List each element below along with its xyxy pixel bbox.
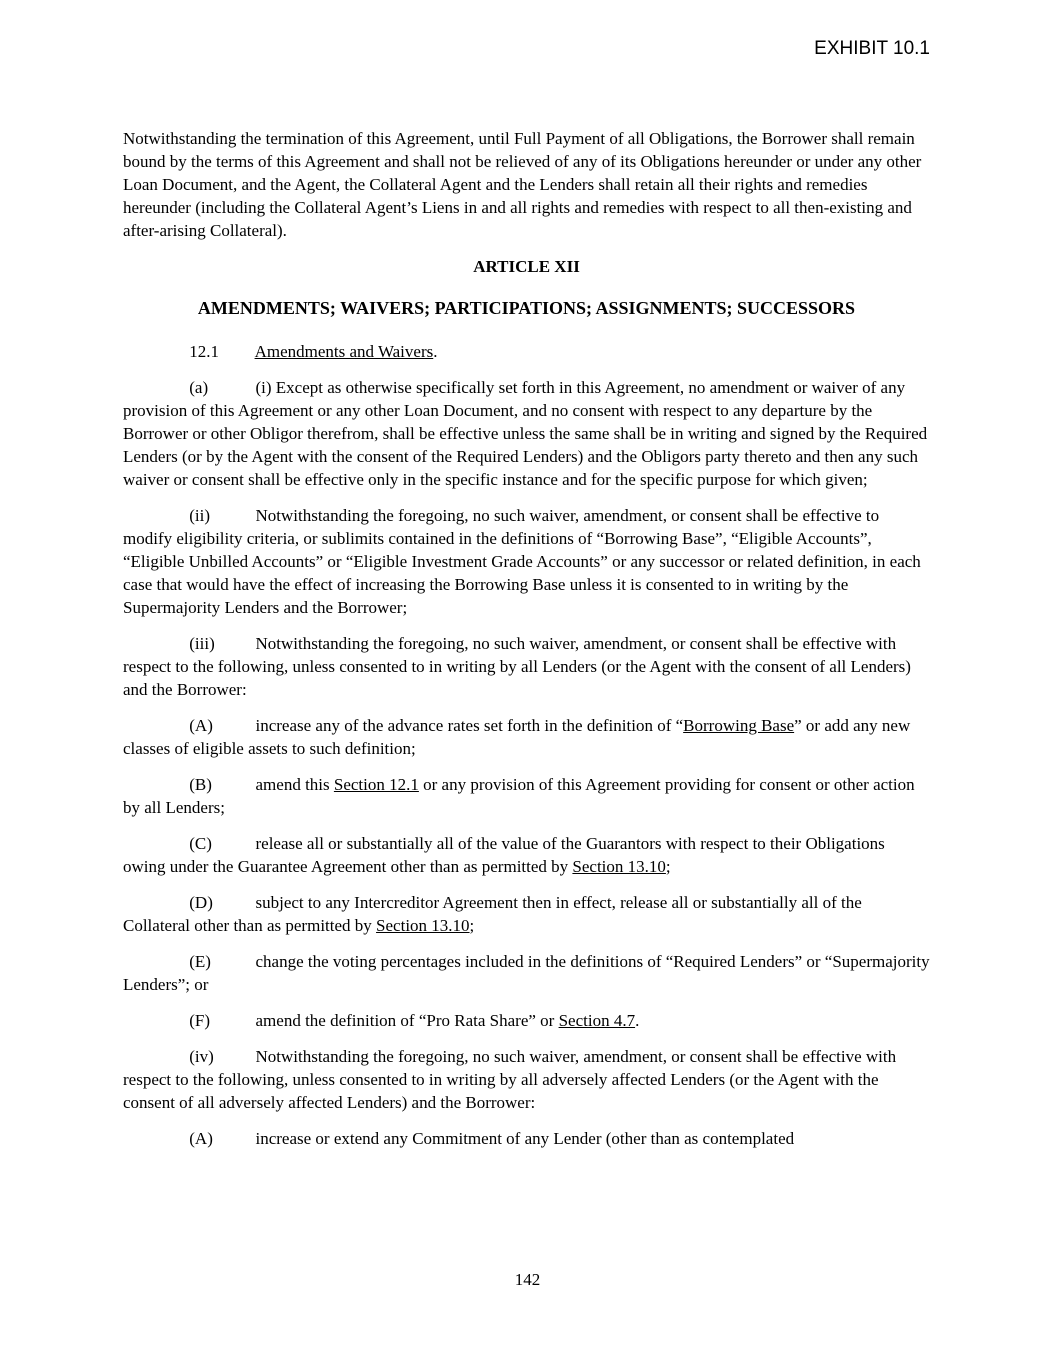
text-segment: ; xyxy=(665,857,671,876)
text-segment: . xyxy=(635,1011,640,1030)
document-paragraph xyxy=(123,891,930,937)
text-segment: change the voting percentages included in the definitions of “Required Lenders” or “Supermajority Lenders”; or xyxy=(123,952,930,994)
section-title xyxy=(255,342,438,361)
paragraph-label: (C) xyxy=(189,834,212,853)
paragraph-label: (F) xyxy=(189,1011,211,1030)
underlined-text: Section 13.10 xyxy=(376,916,470,935)
paragraph-label: (ii) xyxy=(189,506,211,525)
exhibit-label: EXHIBIT 10.1 xyxy=(814,38,930,59)
underlined-text: Section 12.1 xyxy=(333,775,419,794)
text-segment: subject to any Intercreditor Agreement then in effect, release all or substantially all of the Collateral other than as permitted by xyxy=(123,893,862,935)
page-number: 142 xyxy=(514,1270,541,1289)
underlined-text: Borrowing Base xyxy=(683,716,795,735)
paragraph-text xyxy=(256,1129,795,1148)
underlined-text: Section 4.7 xyxy=(558,1011,636,1030)
underlined-text: Amendments and Waivers xyxy=(254,342,434,361)
text-segment: Notwithstanding the foregoing, no such waiver, amendment, or consent shall be effective with respect to the following, unless consented to in writing by all Lenders (or the Agent with the consent of all Lenders) and the Borrower: xyxy=(123,634,911,699)
paragraph-label: (A) xyxy=(189,1129,213,1148)
document-paragraph xyxy=(123,714,930,760)
underlined-text: Section 13.10 xyxy=(572,857,666,876)
text-segment: increase any of the advance rates set forth in the definition of “ xyxy=(255,716,684,735)
document-paragraph xyxy=(123,832,930,878)
paragraph-label: (iv) xyxy=(189,1047,214,1066)
paragraph-label: (E) xyxy=(189,952,211,971)
text-segment: increase or extend any Commitment of any Lender (other than as contemplated xyxy=(255,1129,795,1148)
document-paragraph xyxy=(123,504,930,619)
document-paragraph xyxy=(123,950,930,996)
text-segment: (i) Except as otherwise specifically set forth in this Agreement, no amendment or waiver of any provision of this Agreement or any other Loan Document, and no consent with respect to any departure by the Borrower or other Obligor therefrom, shall be effective unless the same shall be in writing and signed by the Required Lenders (or by the Agent with the consent of the Required Lenders) and the Obligors party thereto and then any such waiver or consent shall be effective only in the specific instance and for the specific purpose for which given; xyxy=(123,378,928,489)
text-segment: ” or add any new classes of eligible assets to such definition; xyxy=(123,716,911,758)
paragraph-label: (D) xyxy=(189,893,213,912)
section-heading xyxy=(123,340,930,363)
document-paragraph xyxy=(123,632,930,701)
text-segment: Notwithstanding the foregoing, no such waiver, amendment, or consent shall be effective with respect to the following, unless consented to in writing by all adversely affected Lenders (or the Agent with the consent of all adversely affected Lenders) and the Borrower: xyxy=(123,1047,897,1112)
text-segment: Notwithstanding the foregoing, no such waiver, amendment, or consent shall be effective to modify eligibility criteria, or sublimits contained in the definitions of “Borrowing Base”, “Eligible Accounts”, “Eligible Unbilled Accounts” or “Eligible Investment Grade Accounts” or any successor or related definition, in each case that would have the effect of increasing the Borrowing Base unless it is consented to in writing by the Supermajority Lenders and the Borrower; xyxy=(123,506,921,617)
paragraph-label: (A) xyxy=(189,716,213,735)
text-segment: amend this xyxy=(255,775,334,794)
text-segment: Notwithstanding the termination of this Agreement, until Full Payment of all Obligations, the Borrower shall remain bound by the terms of this Agreement and shall not be relieved of any of its Obligations hereunder or under any other Loan Document, and the Agent, the Collateral Agent and the Lenders shall retain all their rights and remedies hereunder (including the Collateral Agent’s Liens in and all rights and remedies with respect to all then-existing and after-arising Collateral). xyxy=(123,129,922,240)
document-paragraph xyxy=(123,1045,930,1114)
text-segment: or any provision of this Agreement providing for consent or other action by all Lenders; xyxy=(123,775,915,817)
text-segment: amend the definition of “Pro Rata Share” or xyxy=(255,1011,559,1030)
paragraph-label: (B) xyxy=(189,775,212,794)
document-paragraph xyxy=(123,1127,930,1150)
document-paragraph xyxy=(123,1009,930,1032)
document-body xyxy=(123,127,930,1150)
paragraph-label: (iii) xyxy=(189,634,215,653)
paragraph-text xyxy=(256,1011,640,1030)
text-segment: release all or substantially all of the value of the Guarantors with respect to their Obligations owing under the Guarantee Agreement other than as permitted by xyxy=(123,834,885,876)
document-paragraph xyxy=(123,773,930,819)
intro-paragraph xyxy=(123,127,930,242)
article-title: AMENDMENTS; WAIVERS; PARTICIPATIONS; ASSIGNMENTS; SUCCESSORS xyxy=(197,298,856,318)
text-segment: ; xyxy=(469,916,475,935)
section-number: 12.1 xyxy=(189,342,219,361)
document-paragraph xyxy=(123,376,930,491)
paragraph-label: (a) xyxy=(189,378,209,397)
text-segment: . xyxy=(433,342,438,361)
article-heading: ARTICLE XII xyxy=(473,257,580,276)
paragraph-list xyxy=(123,376,930,1150)
